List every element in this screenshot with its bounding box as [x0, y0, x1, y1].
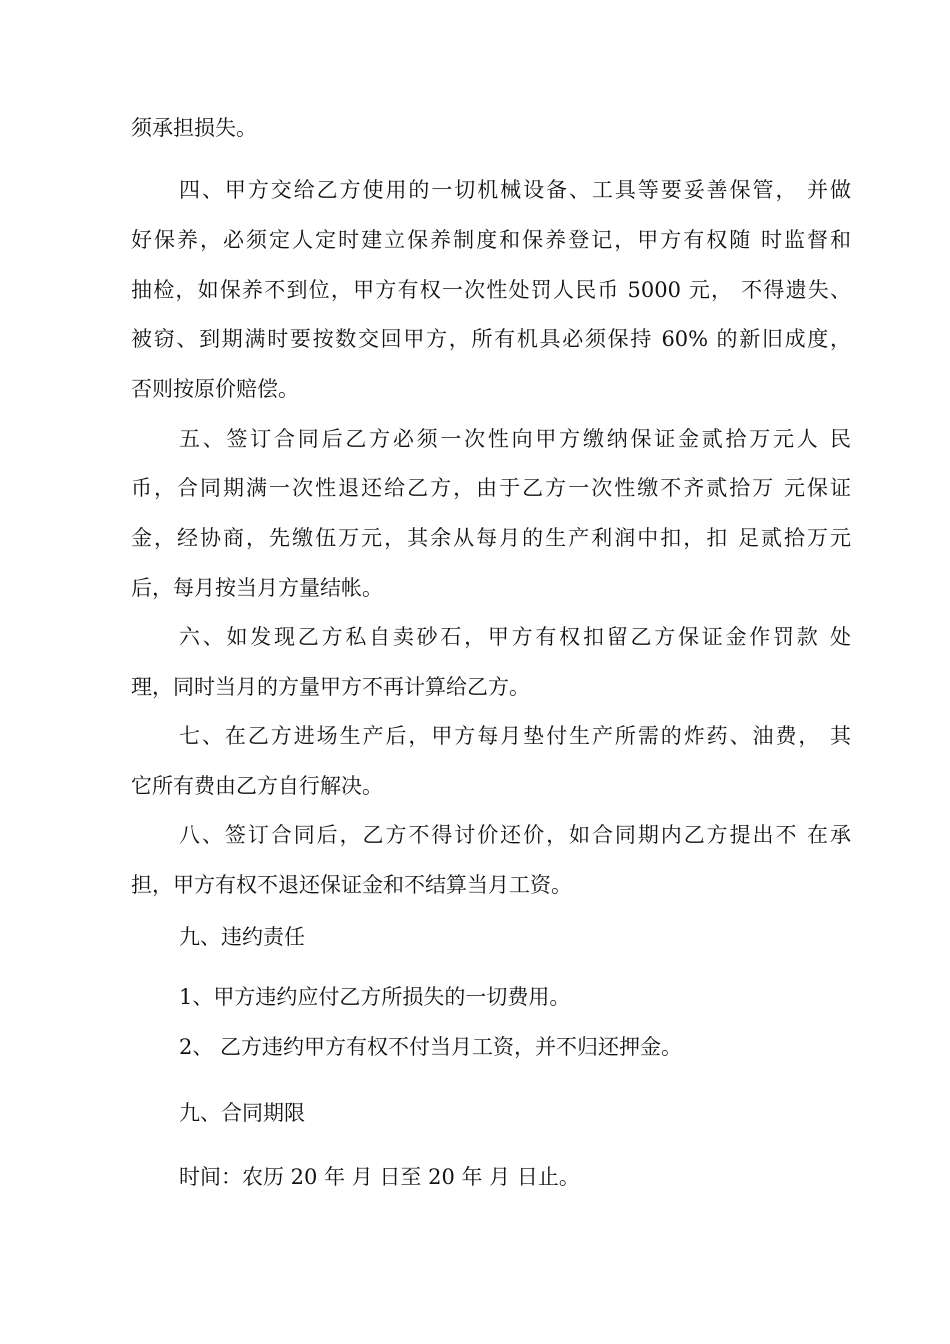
text-line-5: 被窃、到期满时要按数交回甲方，所有机具必须保持 60% 的新旧成度， — [131, 327, 851, 351]
text-line-9: 金，经协商，先缴伍万元，其余从每月的生产利润中扣，扣 足贰拾万元 — [131, 526, 851, 550]
text-line-19: 2、 乙方违约甲方有权不付当月工资，并不归还押金。 — [179, 1035, 683, 1059]
text-line-1: 须承担损失。 — [131, 116, 257, 140]
text-line-7: 五、签订合同后乙方必须一次性向甲方缴纳保证金贰拾万元人 民 — [179, 427, 851, 451]
text-line-12: 理，同时当月的方量甲方不再计算给乙方。 — [131, 675, 530, 699]
text-line-16: 担，甲方有权不退还保证金和不结算当月工资。 — [131, 873, 572, 897]
text-line-21: 时间：农历 20 年 月 日至 20 年 月 日止。 — [179, 1165, 580, 1189]
text-line-2: 四、甲方交给乙方使用的一切机械设备、工具等要妥善保管， 并做 — [179, 178, 851, 202]
text-line-8: 币，合同期满一次性退还给乙方，由于乙方一次性缴不齐贰拾万 元保证 — [131, 476, 851, 500]
text-line-17: 九、违约责任 — [179, 925, 305, 949]
text-line-15: 八、签订合同后，乙方不得讨价还价，如合同期内乙方提出不 在承 — [179, 823, 851, 847]
text-line-18: 1、甲方违约应付乙方所损失的一切费用。 — [179, 985, 571, 1009]
text-line-10: 后，每月按当月方量结帐。 — [131, 576, 383, 600]
text-line-4: 抽检，如保养不到位，甲方有权一次性处罚人民币 5000 元， 不得遗失、 — [131, 278, 851, 302]
text-line-20: 九、合同期限 — [179, 1101, 305, 1125]
text-line-14: 它所有费由乙方自行解决。 — [131, 774, 383, 798]
text-line-6: 否则按原价赔偿。 — [131, 377, 299, 401]
text-line-13: 七、在乙方进场生产后，甲方每月垫付生产所需的炸药、油费， 其 — [179, 724, 851, 748]
text-line-11: 六、如发现乙方私自卖砂石，甲方有权扣留乙方保证金作罚款 处 — [179, 625, 851, 649]
text-line-3: 好保养，必须定人定时建立保养制度和保养登记，甲方有权随 时监督和 — [131, 228, 851, 252]
